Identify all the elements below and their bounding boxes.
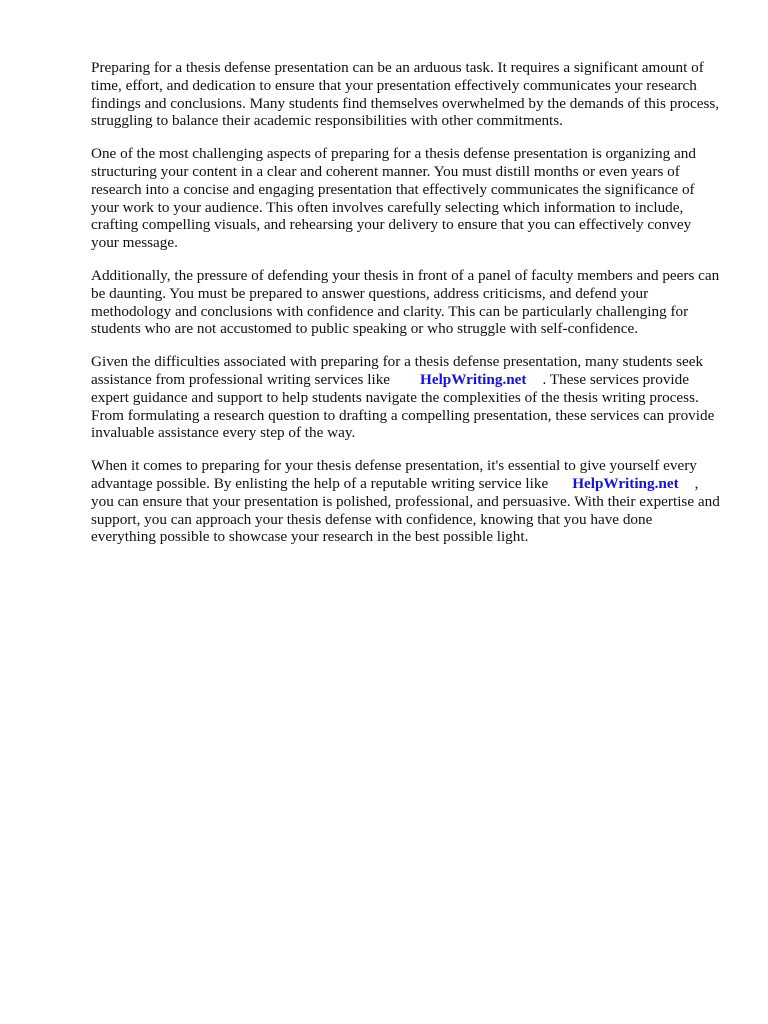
paragraph-1: Preparing for a thesis defense presentation can be an arduous task. It requires a significant amount of time, effort, and dedication to ensure that your presentation effectively communicates your research findings and conclusions. Many students find themselves overwhelmed by the demands of this process, struggling to balance their academic responsibilities with other commitments. bbox=[91, 59, 720, 130]
paragraph-5-text-before: When it comes to preparing for your thesis defense presentation, it's essential to give yourself every advantage possible. By enlisting the help of a reputable writing service like bbox=[91, 457, 697, 492]
helpwriting-link-1[interactable]: HelpWriting.net bbox=[420, 370, 527, 388]
paragraph-4-text-after: . These services provide expert guidance and support to help students navigate the complexities of the thesis writing process. From formulating a research question to drafting a compelling presentation, these services can provide invaluable assistance every step of the way. bbox=[91, 370, 715, 442]
paragraph-4 bbox=[91, 353, 721, 442]
paragraph-5 bbox=[91, 457, 721, 546]
document-body bbox=[91, 59, 721, 561]
paragraph-2: One of the most challenging aspects of preparing for a thesis defense presentation is organizing and structuring your content in a clear and coherent manner. You must distill months or even years of research into a concise and engaging presentation that effectively communicates the significance of your work to your audience. This often involves carefully selecting which information to include, crafting compelling visuals, and rehearsing your delivery to ensure that you can effectively convey your message. bbox=[91, 145, 696, 252]
paragraph-5-text-after: , you can ensure that your presentation is polished, professional, and persuasive. With their expertise and support, you can approach your thesis defense with confidence, knowing that you have done everything possible to showcase your research in the best possible light. bbox=[91, 474, 720, 546]
paragraph-4-text-before: Given the difficulties associated with preparing for a thesis defense presentation, many students seek assistance from professional writing services like bbox=[91, 353, 704, 388]
helpwriting-link-2[interactable]: HelpWriting.net bbox=[572, 474, 679, 492]
paragraph-3: Additionally, the pressure of defending your thesis in front of a panel of faculty members and peers can be daunting. You must be prepared to answer questions, address criticisms, and defend your methodology and conclusions with confidence and clarity. This can be particularly challenging for students who are not accustomed to public speaking or who struggle with self-confidence. bbox=[91, 266, 720, 338]
